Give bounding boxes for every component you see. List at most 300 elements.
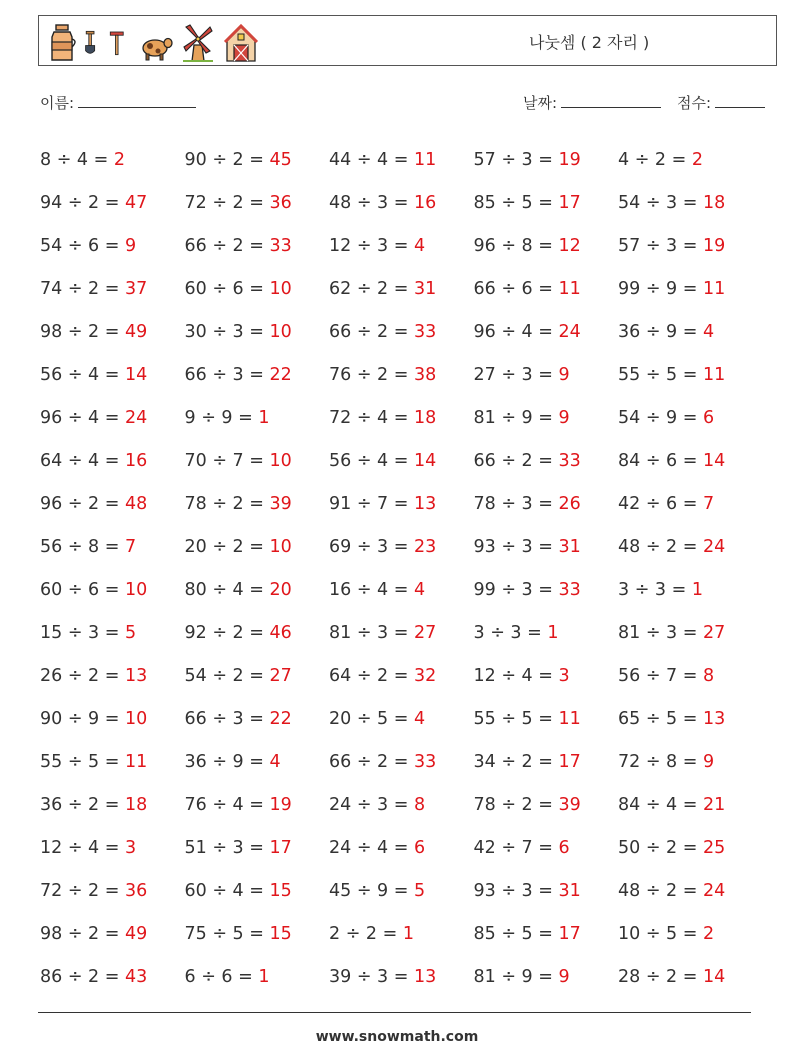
problem-question: 6 ÷ 6 =	[184, 966, 259, 987]
problem-answer: 14	[702, 450, 726, 471]
problem-question: 56 ÷ 8 =	[40, 536, 125, 557]
problem-answer: 8	[413, 794, 426, 815]
problem-question: 66 ÷ 2 =	[184, 235, 270, 256]
problem-item	[40, 494, 185, 514]
problem-question: 93 ÷ 3 =	[473, 536, 559, 557]
problem-answer: 1	[691, 579, 703, 600]
problem-answer: 36	[124, 880, 148, 901]
problem-question: 42 ÷ 7 =	[473, 837, 559, 858]
problem-row	[40, 826, 780, 869]
problem-item	[474, 666, 619, 686]
problem-item	[329, 150, 474, 170]
problem-item	[185, 365, 330, 385]
problem-question: 81 ÷ 3 =	[329, 622, 414, 643]
problem-answer: 11	[413, 149, 437, 170]
problem-answer: 33	[269, 235, 292, 256]
problem-answer: 20	[269, 579, 292, 600]
problem-question: 45 ÷ 9 =	[329, 880, 414, 901]
problem-question: 57 ÷ 3 =	[473, 149, 559, 170]
problem-item	[618, 795, 763, 815]
problem-item	[329, 752, 474, 772]
problem-question: 76 ÷ 2 =	[329, 364, 414, 385]
problem-answer: 31	[558, 880, 581, 901]
problem-question: 76 ÷ 4 =	[184, 794, 270, 815]
problem-item	[618, 623, 763, 643]
problem-item	[40, 236, 185, 256]
problem-question: 48 ÷ 2 =	[618, 536, 703, 557]
problem-question: 20 ÷ 2 =	[184, 536, 270, 557]
footer-divider	[38, 1012, 751, 1013]
problem-question: 57 ÷ 3 =	[618, 235, 703, 256]
problem-item	[185, 666, 330, 686]
problem-answer: 3	[124, 837, 137, 858]
problem-item	[329, 193, 474, 213]
problem-item	[185, 193, 330, 213]
problem-item	[474, 193, 619, 213]
problem-answer: 33	[413, 321, 437, 342]
problem-item	[329, 967, 474, 987]
barn-icon	[221, 23, 261, 63]
problem-item	[618, 279, 763, 299]
problem-item	[474, 881, 619, 901]
problem-question: 84 ÷ 4 =	[618, 794, 703, 815]
problem-answer: 18	[124, 794, 148, 815]
problem-answer: 13	[124, 665, 148, 686]
problem-question: 54 ÷ 2 =	[184, 665, 270, 686]
problem-question: 48 ÷ 3 =	[329, 192, 414, 213]
header-icons	[45, 21, 261, 63]
problem-question: 90 ÷ 9 =	[40, 708, 125, 729]
problem-question: 64 ÷ 2 =	[329, 665, 414, 686]
problem-answer: 27	[702, 622, 726, 643]
problem-answer: 2	[691, 149, 703, 170]
problem-item	[185, 236, 330, 256]
problem-answer: 24	[124, 407, 148, 428]
problem-answer: 24	[702, 880, 726, 901]
problem-question: 12 ÷ 4 =	[40, 837, 125, 858]
problem-answer: 3	[558, 665, 570, 686]
problem-question: 72 ÷ 4 =	[329, 407, 414, 428]
problem-answer: 10	[124, 708, 148, 729]
problem-answer: 19	[558, 149, 581, 170]
problem-question: 24 ÷ 3 =	[329, 794, 414, 815]
score-label: 점수:	[677, 94, 712, 112]
problem-item	[474, 451, 619, 471]
problem-question: 65 ÷ 5 =	[618, 708, 703, 729]
problem-question: 55 ÷ 5 =	[40, 751, 125, 772]
problem-question: 66 ÷ 3 =	[184, 708, 270, 729]
problem-question: 2 ÷ 2 =	[329, 923, 403, 944]
problem-answer: 1	[402, 923, 414, 944]
problem-answer: 15	[269, 880, 292, 901]
score-blank	[715, 95, 765, 108]
problem-question: 92 ÷ 2 =	[184, 622, 270, 643]
problem-answer: 4	[413, 708, 426, 729]
problem-answer: 11	[702, 278, 726, 299]
problem-question: 8 ÷ 4 =	[40, 149, 114, 170]
score-field	[677, 92, 765, 113]
problem-row	[40, 568, 780, 611]
problem-grid	[40, 138, 780, 998]
problem-item	[185, 967, 330, 987]
problem-item	[474, 236, 619, 256]
problem-question: 74 ÷ 2 =	[40, 278, 125, 299]
problem-answer: 22	[269, 708, 292, 729]
problem-item	[474, 752, 619, 772]
problem-answer: 37	[124, 278, 148, 299]
problem-item	[40, 580, 185, 600]
problem-item	[185, 494, 330, 514]
problem-answer: 10	[269, 278, 292, 299]
problem-answer: 4	[269, 751, 281, 772]
problem-item	[329, 408, 474, 428]
problem-item	[618, 752, 763, 772]
problem-row	[40, 138, 780, 181]
problem-item	[474, 967, 619, 987]
problem-answer: 18	[702, 192, 726, 213]
milk-jug-icon	[45, 23, 79, 63]
problem-question: 85 ÷ 5 =	[473, 923, 559, 944]
problem-item	[185, 451, 330, 471]
problem-answer: 19	[269, 794, 292, 815]
problem-item	[474, 408, 619, 428]
problem-answer: 38	[413, 364, 437, 385]
problem-item	[185, 881, 330, 901]
problem-answer: 2	[702, 923, 715, 944]
problem-item	[329, 365, 474, 385]
problem-answer: 11	[558, 708, 581, 729]
problem-question: 26 ÷ 2 =	[40, 665, 125, 686]
problem-answer: 17	[558, 923, 581, 944]
problem-answer: 18	[413, 407, 437, 428]
problem-question: 72 ÷ 2 =	[40, 880, 125, 901]
problem-item	[185, 279, 330, 299]
problem-question: 91 ÷ 7 =	[329, 493, 414, 514]
problem-row	[40, 869, 780, 912]
problem-row	[40, 611, 780, 654]
problem-answer: 16	[413, 192, 437, 213]
problem-item	[474, 494, 619, 514]
problem-item	[618, 924, 763, 944]
problem-question: 20 ÷ 5 =	[329, 708, 414, 729]
problem-answer: 16	[124, 450, 148, 471]
problem-answer: 10	[269, 321, 292, 342]
problem-answer: 33	[558, 450, 581, 471]
worksheet-title: 나눗셈 ( 2 자리 )	[529, 33, 650, 52]
worksheet-header	[38, 15, 777, 66]
problem-question: 98 ÷ 2 =	[40, 321, 125, 342]
date-field	[523, 92, 661, 113]
problem-question: 34 ÷ 2 =	[473, 751, 559, 772]
problem-question: 10 ÷ 5 =	[618, 923, 703, 944]
problem-row	[40, 267, 780, 310]
problem-answer: 32	[413, 665, 437, 686]
problem-question: 78 ÷ 2 =	[184, 493, 270, 514]
problem-question: 84 ÷ 6 =	[618, 450, 703, 471]
problem-answer: 10	[124, 579, 148, 600]
problem-answer: 14	[124, 364, 148, 385]
problem-item	[185, 150, 330, 170]
problem-answer: 46	[269, 622, 292, 643]
problem-question: 93 ÷ 3 =	[473, 880, 559, 901]
problem-question: 28 ÷ 2 =	[618, 966, 703, 987]
name-label: 이름:	[40, 94, 75, 112]
problem-question: 54 ÷ 9 =	[618, 407, 703, 428]
problem-question: 64 ÷ 4 =	[40, 450, 125, 471]
problem-answer: 25	[702, 837, 726, 858]
problem-row	[40, 740, 780, 783]
problem-answer: 11	[558, 278, 581, 299]
problem-item	[329, 537, 474, 557]
problem-question: 16 ÷ 4 =	[329, 579, 414, 600]
problem-item	[40, 752, 185, 772]
problem-question: 72 ÷ 8 =	[618, 751, 703, 772]
problem-question: 85 ÷ 5 =	[473, 192, 559, 213]
problem-question: 96 ÷ 2 =	[40, 493, 125, 514]
problem-question: 50 ÷ 2 =	[618, 837, 703, 858]
problem-question: 90 ÷ 2 =	[184, 149, 270, 170]
problem-question: 44 ÷ 4 =	[329, 149, 414, 170]
problem-item	[185, 752, 330, 772]
problem-question: 39 ÷ 3 =	[329, 966, 414, 987]
problem-answer: 14	[413, 450, 437, 471]
problem-row	[40, 654, 780, 697]
problem-item	[185, 580, 330, 600]
problem-item	[618, 150, 763, 170]
problem-answer: 24	[558, 321, 581, 342]
problem-answer: 48	[124, 493, 148, 514]
problem-row	[40, 783, 780, 826]
problem-question: 96 ÷ 4 =	[40, 407, 125, 428]
problem-item	[40, 795, 185, 815]
problem-item	[474, 279, 619, 299]
problem-item	[40, 838, 185, 858]
problem-question: 81 ÷ 9 =	[473, 407, 559, 428]
problem-item	[40, 709, 185, 729]
problem-question: 12 ÷ 4 =	[473, 665, 559, 686]
problem-question: 36 ÷ 9 =	[184, 751, 270, 772]
problem-answer: 33	[413, 751, 437, 772]
problem-question: 81 ÷ 3 =	[618, 622, 703, 643]
problem-answer: 17	[558, 751, 581, 772]
problem-answer: 9	[558, 966, 570, 987]
problem-question: 36 ÷ 9 =	[618, 321, 703, 342]
problem-question: 66 ÷ 2 =	[473, 450, 559, 471]
problem-question: 94 ÷ 2 =	[40, 192, 125, 213]
problem-question: 56 ÷ 7 =	[618, 665, 703, 686]
problem-item	[618, 451, 763, 471]
problem-question: 56 ÷ 4 =	[329, 450, 414, 471]
problem-item	[185, 623, 330, 643]
problem-item	[329, 709, 474, 729]
problem-item	[329, 924, 474, 944]
problem-answer: 6	[413, 837, 426, 858]
problem-row	[40, 396, 780, 439]
problem-answer: 11	[702, 364, 726, 385]
problem-question: 66 ÷ 3 =	[184, 364, 270, 385]
problem-question: 48 ÷ 2 =	[618, 880, 703, 901]
problem-item	[40, 279, 185, 299]
problem-question: 62 ÷ 2 =	[329, 278, 414, 299]
problem-answer: 1	[547, 622, 559, 643]
problem-answer: 26	[558, 493, 581, 514]
problem-question: 86 ÷ 2 =	[40, 966, 125, 987]
problem-item	[474, 838, 619, 858]
problem-answer: 12	[558, 235, 581, 256]
problem-question: 66 ÷ 6 =	[473, 278, 559, 299]
problem-question: 3 ÷ 3 =	[618, 579, 692, 600]
problem-question: 54 ÷ 3 =	[618, 192, 703, 213]
problem-answer: 27	[413, 622, 437, 643]
problem-answer: 5	[413, 880, 426, 901]
problem-answer: 9	[558, 407, 570, 428]
problem-question: 27 ÷ 3 =	[473, 364, 559, 385]
problem-item	[185, 408, 330, 428]
problem-answer: 4	[413, 235, 426, 256]
problem-question: 99 ÷ 3 =	[473, 579, 559, 600]
rake-icon	[109, 23, 131, 63]
problem-question: 60 ÷ 4 =	[184, 880, 270, 901]
problem-question: 3 ÷ 3 =	[473, 622, 548, 643]
problem-answer: 31	[558, 536, 581, 557]
problem-item	[474, 150, 619, 170]
problem-answer: 17	[558, 192, 581, 213]
problem-answer: 19	[702, 235, 726, 256]
problem-answer: 47	[124, 192, 148, 213]
problem-answer: 36	[269, 192, 292, 213]
problem-item	[40, 881, 185, 901]
problem-row	[40, 224, 780, 267]
problem-answer: 14	[702, 966, 726, 987]
problem-answer: 15	[269, 923, 292, 944]
problem-item	[40, 408, 185, 428]
problem-item	[329, 279, 474, 299]
problem-item	[40, 623, 185, 643]
problem-answer: 33	[558, 579, 581, 600]
problem-item	[618, 193, 763, 213]
problem-question: 30 ÷ 3 =	[184, 321, 270, 342]
problem-answer: 21	[702, 794, 726, 815]
problem-item	[185, 838, 330, 858]
problem-item	[329, 494, 474, 514]
problem-question: 55 ÷ 5 =	[618, 364, 703, 385]
problem-item	[618, 322, 763, 342]
problem-question: 15 ÷ 3 =	[40, 622, 125, 643]
problem-item	[329, 623, 474, 643]
problem-item	[618, 838, 763, 858]
problem-item	[40, 193, 185, 213]
problem-item	[474, 580, 619, 600]
problem-item	[329, 322, 474, 342]
problem-answer: 5	[124, 622, 137, 643]
problem-question: 60 ÷ 6 =	[184, 278, 270, 299]
problem-answer: 49	[124, 321, 148, 342]
problem-answer: 9	[124, 235, 137, 256]
problem-item	[40, 967, 185, 987]
problem-item	[474, 537, 619, 557]
problem-item	[618, 494, 763, 514]
problem-answer: 4	[413, 579, 426, 600]
problem-question: 96 ÷ 8 =	[473, 235, 559, 256]
name-blank	[78, 95, 196, 108]
problem-answer: 22	[269, 364, 292, 385]
problem-question: 9 ÷ 9 =	[184, 407, 259, 428]
problem-question: 12 ÷ 3 =	[329, 235, 414, 256]
problem-item	[618, 881, 763, 901]
problem-item	[329, 666, 474, 686]
problem-question: 75 ÷ 5 =	[184, 923, 270, 944]
problem-answer: 10	[269, 536, 292, 557]
problem-item	[618, 666, 763, 686]
problem-row	[40, 181, 780, 224]
problem-answer: 13	[413, 493, 437, 514]
problem-item	[474, 795, 619, 815]
problem-item	[329, 451, 474, 471]
problem-row	[40, 912, 780, 955]
problem-row	[40, 439, 780, 482]
problem-question: 51 ÷ 3 =	[184, 837, 270, 858]
problem-answer: 39	[558, 794, 581, 815]
problem-question: 78 ÷ 2 =	[473, 794, 559, 815]
problem-answer: 11	[124, 751, 148, 772]
problem-question: 66 ÷ 2 =	[329, 751, 414, 772]
problem-item	[185, 795, 330, 815]
date-label: 날짜:	[523, 94, 558, 112]
problem-question: 36 ÷ 2 =	[40, 794, 125, 815]
problem-question: 99 ÷ 9 =	[618, 278, 703, 299]
problem-answer: 43	[124, 966, 148, 987]
cow-icon	[135, 23, 175, 63]
problem-answer: 1	[258, 966, 270, 987]
problem-question: 56 ÷ 4 =	[40, 364, 125, 385]
problem-row	[40, 697, 780, 740]
problem-answer: 23	[413, 536, 437, 557]
problem-row	[40, 310, 780, 353]
problem-question: 4 ÷ 2 =	[618, 149, 692, 170]
problem-item	[40, 666, 185, 686]
problem-question: 98 ÷ 2 =	[40, 923, 125, 944]
problem-question: 78 ÷ 3 =	[473, 493, 559, 514]
problem-answer: 10	[269, 450, 292, 471]
problem-item	[329, 236, 474, 256]
problem-item	[618, 408, 763, 428]
problem-answer: 7	[124, 536, 137, 557]
problem-item	[474, 924, 619, 944]
problem-item	[618, 709, 763, 729]
problem-item	[185, 709, 330, 729]
problem-answer: 13	[413, 966, 437, 987]
problem-answer: 27	[269, 665, 292, 686]
problem-question: 24 ÷ 4 =	[329, 837, 414, 858]
problem-item	[40, 537, 185, 557]
problem-row	[40, 353, 780, 396]
problem-question: 42 ÷ 6 =	[618, 493, 703, 514]
problem-item	[474, 365, 619, 385]
problem-item	[474, 709, 619, 729]
problem-answer: 45	[269, 149, 292, 170]
problem-item	[474, 322, 619, 342]
problem-answer: 7	[702, 493, 715, 514]
problem-answer: 6	[702, 407, 715, 428]
problem-answer: 39	[269, 493, 292, 514]
problem-row	[40, 955, 780, 998]
problem-question: 66 ÷ 2 =	[329, 321, 414, 342]
problem-row	[40, 482, 780, 525]
problem-item	[329, 795, 474, 815]
problem-answer: 9	[558, 364, 570, 385]
date-blank	[561, 95, 661, 108]
problem-question: 80 ÷ 4 =	[184, 579, 270, 600]
